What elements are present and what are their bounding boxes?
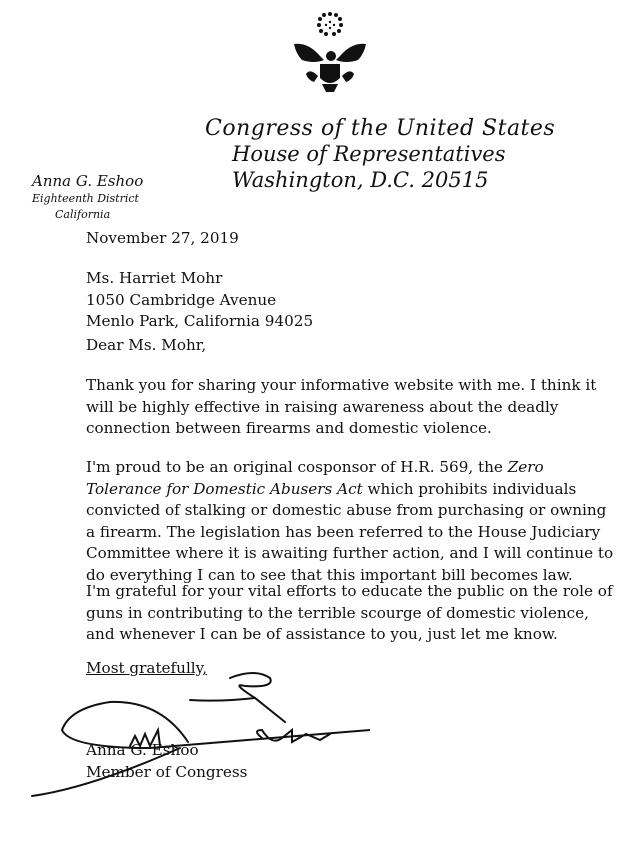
paragraph-3: I'm grateful for your vital efforts to educate the public on the role of guns in contributing to the terrible scourge of domestic violence, and whenever I can be of assistance to you, just let me know.: [86, 582, 613, 643]
paragraph-2-end: which prohibits individuals convicted of stalking or domestic abuse from purchasing or owning a firearm. The legislation has been referred to the House Judiciary Committee where it is awaiting further action, and I will continue to do everything I can to see that this important bill becomes law.: [86, 479, 614, 584]
letterhead-address: Washington, D.C. 20515: [232, 168, 489, 192]
closing-text: Most gratefully,: [86, 659, 208, 677]
paragraph-2: [86, 457, 616, 586]
letter-date: November 27, 2019: [86, 229, 239, 247]
great-seal-eagle-icon: [288, 8, 372, 100]
signer-title: Member of Congress: [86, 762, 248, 781]
paragraph-1: Thank you for sharing your informative website with me. I think it will be highly effective in raising awareness about the deadly connection between firearms and domestic violence.: [86, 376, 597, 437]
signature-block: [86, 740, 247, 783]
paragraph-2-start: I'm proud to be an original cosponsor of H.R. 569, the: [86, 458, 508, 476]
recipient-address: [86, 268, 313, 333]
letterhead-house: House of Representatives: [232, 142, 506, 166]
bill-title: Zero Tolerance for Domestic Abusers Act: [86, 458, 544, 498]
member-state: California: [55, 208, 111, 221]
signer-name: Anna G. Eshoo: [86, 741, 199, 759]
letterhead-congress: Congress of the United States: [205, 116, 556, 141]
recipient-street: 1050 Cambridge Avenue: [86, 290, 277, 309]
recipient-name: Ms. Harriet Mohr: [86, 269, 223, 287]
recipient-city: Menlo Park, California 94025: [86, 312, 314, 330]
salutation: Dear Ms. Mohr,: [86, 336, 207, 354]
member-name: Anna G. Eshoo: [32, 172, 144, 190]
member-district: Eighteenth District: [32, 192, 139, 205]
